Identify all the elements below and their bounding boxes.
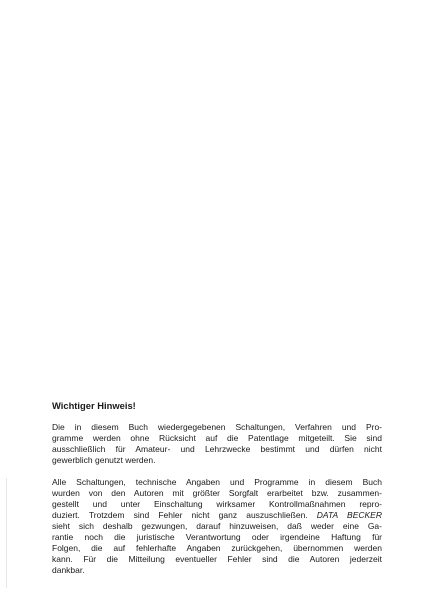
text-line: gestellt und unter Einschaltung wirksamer Kontrollmaßnahmen repro- (52, 499, 382, 509)
text-line: kann. Für die Mitteilung eventueller Fehler sind die Autoren jederzeit (52, 554, 382, 564)
text-line (52, 510, 382, 521)
company-name: DATA BECKER (316, 510, 382, 520)
notice-paragraph-2 (52, 477, 382, 576)
text-line: Die in diesem Buch wiedergegebenen Schaltungen, Verfahren und Pro- (52, 422, 382, 432)
scan-edge-mark (6, 478, 7, 588)
notice-paragraph-1 (52, 422, 382, 466)
text-line: sieht sich deshalb gezwungen, darauf hinzuweisen, daß weder eine Ga- (52, 521, 382, 531)
text-line: ausschließlich für Amateur- und Lehrzwecke bestimmt und dürfen nicht (52, 444, 382, 454)
text-line: wurden von den Autoren mit größter Sorgfalt erarbeitet bzw. zusammen- (52, 488, 382, 498)
text-line: rantie noch die juristische Verantwortung oder irgendeine Haftung für (52, 532, 382, 542)
text-segment: duziert. Trotzdem sind Fehler nicht ganz auszuschließen. (52, 510, 317, 520)
text-line: Alle Schaltungen, technische Angaben und Programme in diesem Buch (52, 477, 382, 487)
text-line: Folgen, die auf fehlerhafte Angaben zurückgehen, übernommen werden (52, 543, 382, 553)
notice-title: Wichtiger Hinweis! (52, 400, 136, 411)
text-line: gramme werden ohne Rücksicht auf die Patentlage mitgeteilt. Sie sind (52, 433, 382, 443)
text-line: dankbar. (52, 565, 85, 575)
notice-block (52, 400, 382, 587)
text-line: gewerblich genutzt werden. (52, 455, 156, 465)
